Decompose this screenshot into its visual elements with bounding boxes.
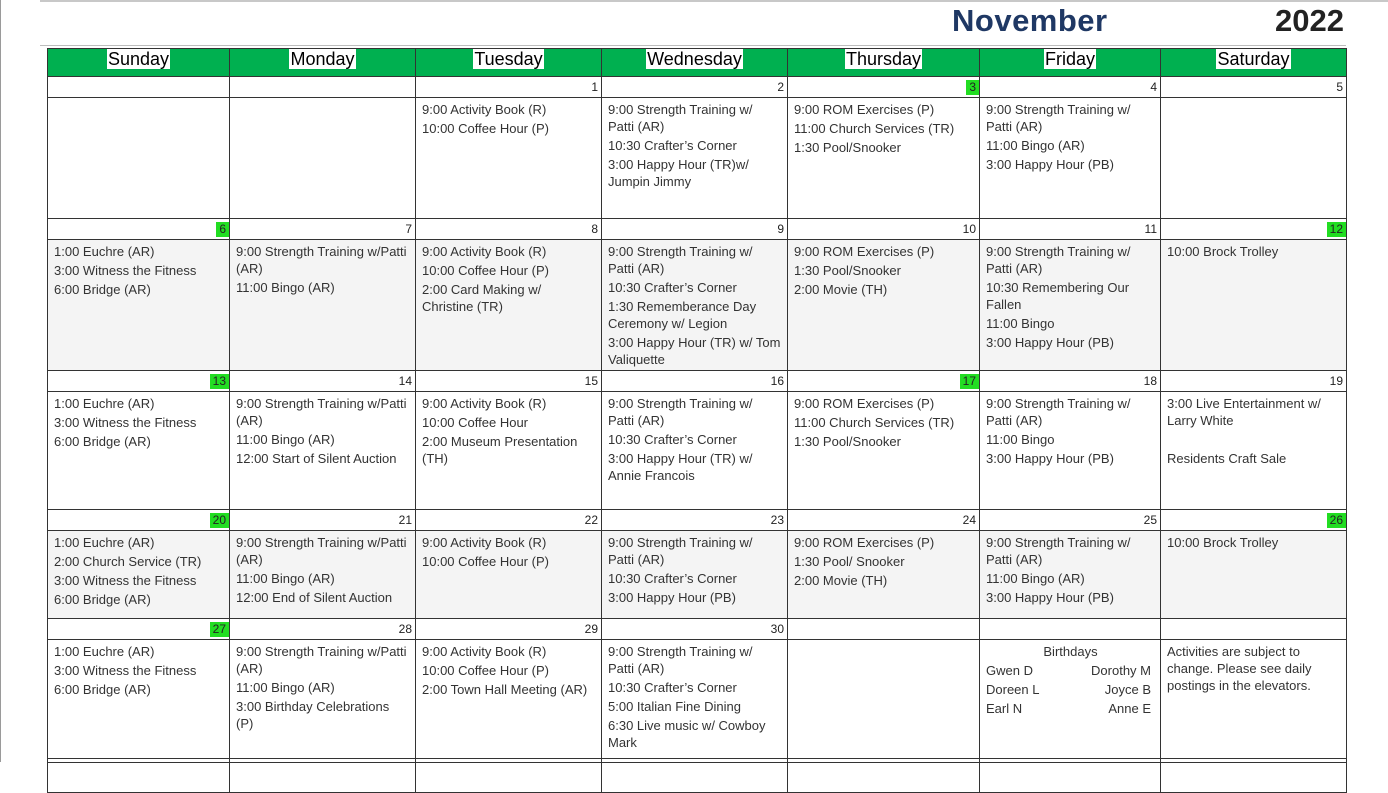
date-number-cell xyxy=(416,77,602,98)
date-number: 10 xyxy=(962,221,976,236)
activity-entry: 9:00 Strength Training w/Patti (AR) xyxy=(236,396,407,428)
activity-entry: 9:00 ROM Exercises (P) xyxy=(794,244,935,259)
date-number-cell xyxy=(980,619,1161,640)
day-activity-cell xyxy=(416,392,602,510)
date-number-cell xyxy=(602,510,788,531)
activity-entry: 11:00 Bingo (AR) xyxy=(986,138,1085,153)
birthday-name: Anne E xyxy=(1108,701,1151,716)
activity-entry: 2:00 Card Making w/ Christine (TR) xyxy=(422,282,542,314)
day-activity-cell xyxy=(48,640,230,763)
day-activity-cell xyxy=(788,531,980,619)
date-number-cell xyxy=(788,219,980,240)
empty-cell xyxy=(1161,763,1347,793)
day-activity-cell xyxy=(48,392,230,510)
day-activity-cell xyxy=(230,98,416,219)
date-number-cell xyxy=(48,619,230,640)
day-activity-cell xyxy=(416,531,602,619)
activity-entry: 11:00 Bingo (AR) xyxy=(236,432,335,447)
activity-entry: 9:00 Strength Training w/Patti (AR) xyxy=(236,644,407,676)
day-activity-cell xyxy=(980,640,1161,763)
activity-entry: 6:00 Bridge (AR) xyxy=(54,434,151,449)
weekday-friday: Friday xyxy=(980,49,1161,77)
date-number-cell xyxy=(788,371,980,392)
day-activity-cell xyxy=(602,392,788,510)
activity-entry: 2:00 Church Service (TR) xyxy=(54,554,202,569)
activity-entry: 3:00 Witness the Fitness xyxy=(54,263,197,278)
activity-entry: 10:00 Brock Trolley xyxy=(1167,244,1279,259)
activity-entry: 1:30 Pool/Snooker xyxy=(794,263,901,278)
week-4-activity-row xyxy=(48,531,1347,619)
activity-entry: 1:00 Euchre (AR) xyxy=(54,644,155,659)
date-number-cell xyxy=(230,371,416,392)
week-1-date-row xyxy=(48,77,1347,98)
empty-cell xyxy=(788,763,980,793)
activity-entry: 9:00 Strength Training w/ Patti (AR) xyxy=(986,396,1131,428)
activity-entry: 2:00 Movie (TH) xyxy=(794,282,888,297)
activity-entry: 10:00 Coffee Hour (P) xyxy=(422,263,549,278)
week-1-activity-row xyxy=(48,98,1347,219)
empty-cell xyxy=(602,763,788,793)
activity-entry: 10:00 Coffee Hour (P) xyxy=(422,121,549,136)
date-number: 14 xyxy=(398,373,412,388)
weekday-saturday: Saturday xyxy=(1161,49,1347,77)
week-2-activity-row xyxy=(48,240,1347,371)
date-number: 30 xyxy=(770,621,784,636)
date-number: 12 xyxy=(1327,222,1346,237)
empty-cell xyxy=(48,763,230,793)
date-number-cell xyxy=(416,510,602,531)
date-number: 22 xyxy=(584,512,598,527)
activity-entry: 3:00 Happy Hour (PB) xyxy=(986,451,1114,466)
date-number: 25 xyxy=(1143,512,1157,527)
day-activity-cell xyxy=(1161,98,1347,219)
day-activity-cell xyxy=(230,531,416,619)
activity-entry: 11:00 Bingo (AR) xyxy=(236,280,335,295)
birthday-row xyxy=(986,681,1155,698)
day-activity-cell xyxy=(980,98,1161,219)
date-number: 4 xyxy=(1150,79,1157,94)
date-number: 23 xyxy=(770,512,784,527)
day-activity-cell xyxy=(602,98,788,219)
day-activity-cell xyxy=(48,98,230,219)
day-activity-cell xyxy=(788,240,980,371)
activity-entry: 10:00 Coffee Hour (P) xyxy=(422,663,549,678)
activity-entry: 10:30 Remembering Our Fallen xyxy=(986,280,1130,312)
activity-entry: 6:30 Live music w/ Cowboy Mark xyxy=(608,718,766,750)
day-activity-cell xyxy=(788,392,980,510)
date-number: 3 xyxy=(966,80,979,95)
activity-entry: 9:00 Activity Book (R) xyxy=(422,644,547,659)
activity-entry: 9:00 Strength Training w/ Patti (AR) xyxy=(986,244,1131,276)
date-number-cell xyxy=(1161,619,1347,640)
date-number-cell xyxy=(980,371,1161,392)
birthday-name: Doreen L xyxy=(986,682,1040,697)
activity-entry: 1:00 Euchre (AR) xyxy=(54,244,155,259)
week-5-date-row xyxy=(48,619,1347,640)
date-number: 8 xyxy=(591,221,598,236)
activity-entry: 3:00 Live Entertainment w/ Larry White xyxy=(1167,396,1321,428)
activity-entry: 1:30 Rememberance Day Ceremony w/ Legion xyxy=(608,299,757,331)
day-activity-cell xyxy=(788,640,980,763)
day-activity-cell xyxy=(602,240,788,371)
activity-entry: 2:00 Museum Presentation (TH) xyxy=(422,434,578,466)
weekday-thursday: Thursday xyxy=(788,49,980,77)
title-divider xyxy=(40,45,1346,46)
activity-entry: 3:00 Witness the Fitness xyxy=(54,663,197,678)
activity-entry: 9:00 Strength Training w/Patti (AR) xyxy=(236,535,407,567)
activity-entry: 11:00 Bingo (AR) xyxy=(236,571,335,586)
date-number-cell xyxy=(416,219,602,240)
date-number-cell xyxy=(1161,77,1347,98)
date-number-cell xyxy=(602,619,788,640)
day-activity-cell xyxy=(230,240,416,371)
activity-entry: 9:00 Activity Book (R) xyxy=(422,244,547,259)
date-number-cell xyxy=(980,219,1161,240)
date-number-cell xyxy=(48,371,230,392)
activity-entry: 2:00 Town Hall Meeting (AR) xyxy=(422,682,588,697)
bottom-border xyxy=(47,758,1346,759)
activity-entry: 3:00 Happy Hour (PB) xyxy=(608,590,736,605)
date-number-cell xyxy=(980,77,1161,98)
week-3-activity-row xyxy=(48,392,1347,510)
activity-entry: 11:00 Church Services (TR) xyxy=(794,121,955,136)
date-number-cell xyxy=(1161,510,1347,531)
day-activity-cell xyxy=(416,240,602,371)
date-number-cell xyxy=(230,219,416,240)
week-2-date-row xyxy=(48,219,1347,240)
activity-entry: 11:00 Church Services (TR) xyxy=(794,415,955,430)
day-activity-cell xyxy=(602,531,788,619)
activity-entry: 9:00 Activity Book (R) xyxy=(422,535,547,550)
date-number-cell xyxy=(788,77,980,98)
empty-cell xyxy=(980,763,1161,793)
activity-entry: 9:00 Strength Training w/ Patti (AR) xyxy=(986,102,1131,134)
activity-entry: Residents Craft Sale xyxy=(1167,451,1287,466)
activity-entry: 9:00 Strength Training w/ Patti (AR) xyxy=(608,396,753,428)
day-activity-cell xyxy=(980,531,1161,619)
trailing-empty-row xyxy=(48,763,1347,793)
date-number-cell xyxy=(230,619,416,640)
date-number-cell xyxy=(230,77,416,98)
activity-entry: 10:00 Coffee Hour (P) xyxy=(422,554,549,569)
activity-entry: 3:00 Birthday Celebrations (P) xyxy=(236,699,390,731)
day-activity-cell xyxy=(980,392,1161,510)
activity-entry: 9:00 Strength Training w/Patti (AR) xyxy=(236,244,407,276)
window-top-border xyxy=(40,0,1388,2)
empty-cell xyxy=(230,763,416,793)
weekday-wednesday: Wednesday xyxy=(602,49,788,77)
date-number-cell xyxy=(48,77,230,98)
date-number-cell xyxy=(48,510,230,531)
activity-entry: 9:00 ROM Exercises (P) xyxy=(794,535,935,550)
date-number: 21 xyxy=(398,512,412,527)
birthday-name: Joyce B xyxy=(1104,682,1151,697)
activity-entry: 9:00 Strength Training w/ Patti (AR) xyxy=(608,102,753,134)
date-number-cell xyxy=(416,371,602,392)
day-activity-cell xyxy=(48,531,230,619)
date-number-cell xyxy=(602,219,788,240)
activity-entry: 11:00 Bingo xyxy=(986,432,1055,447)
activity-entry: 10:30 Crafter’s Corner xyxy=(608,571,737,586)
activity-entry: 1:30 Pool/Snooker xyxy=(794,434,901,449)
activity-entry: 9:00 Strength Training w/ Patti (AR) xyxy=(986,535,1131,567)
activity-entry: 3:00 Happy Hour (TR)w/ Jumpin Jimmy xyxy=(608,157,749,189)
day-activity-cell xyxy=(416,640,602,763)
date-number-cell xyxy=(416,619,602,640)
date-number-cell xyxy=(602,77,788,98)
activity-entry: 6:00 Bridge (AR) xyxy=(54,282,151,297)
date-number: 2 xyxy=(777,79,784,94)
date-number: 27 xyxy=(210,622,229,637)
date-number: 28 xyxy=(398,621,412,636)
date-number: 5 xyxy=(1336,79,1343,94)
day-activity-cell xyxy=(1161,240,1347,371)
date-number-cell xyxy=(1161,371,1347,392)
activity-entry: 10:30 Crafter’s Corner xyxy=(608,138,737,153)
activity-entry: 10:30 Crafter’s Corner xyxy=(608,432,737,447)
day-activity-cell xyxy=(1161,640,1347,763)
schedule-disclaimer: Activities are subject to change. Please see daily postings in the elevators. xyxy=(1167,644,1312,693)
activity-entry: 3:00 Happy Hour (TR) w/ Tom Valiquette xyxy=(608,335,781,367)
activity-entry: 11:00 Bingo (AR) xyxy=(986,571,1085,586)
activity-entry: 9:00 Strength Training w/ Patti (AR) xyxy=(608,535,753,567)
activity-entry: 5:00 Italian Fine Dining xyxy=(608,699,741,714)
birthday-row xyxy=(986,700,1155,717)
day-activity-cell xyxy=(980,240,1161,371)
activity-entry: 9:00 ROM Exercises (P) xyxy=(794,396,935,411)
activity-entry: 10:00 Coffee Hour xyxy=(422,415,528,430)
weekday-sunday: Sunday xyxy=(48,49,230,77)
day-activity-cell xyxy=(230,392,416,510)
birthdays-title: Birthdays xyxy=(1043,644,1098,659)
date-number: 11 xyxy=(1144,221,1157,236)
date-number: 6 xyxy=(216,222,229,237)
activity-entry: 6:00 Bridge (AR) xyxy=(54,592,151,607)
day-activity-cell xyxy=(48,240,230,371)
week-5-activity-row xyxy=(48,640,1347,763)
activity-entry: 9:00 ROM Exercises (P) xyxy=(794,102,935,117)
date-number: 1 xyxy=(591,79,598,94)
empty-cell xyxy=(416,763,602,793)
activity-entry: 3:00 Witness the Fitness xyxy=(54,415,197,430)
activity-entry: 3:00 Happy Hour (PB) xyxy=(986,590,1114,605)
activity-entry: 9:00 Strength Training w/ Patti (AR) xyxy=(608,244,753,276)
date-number: 13 xyxy=(210,374,229,389)
week-4-date-row xyxy=(48,510,1347,531)
date-number: 17 xyxy=(960,374,979,389)
date-number: 18 xyxy=(1143,373,1157,388)
activity-entry: 1:30 Pool/Snooker xyxy=(794,140,901,155)
activity-entry: 2:00 Movie (TH) xyxy=(794,573,888,588)
activity-entry: 1:00 Euchre (AR) xyxy=(54,535,155,550)
weekday-tuesday: Tuesday xyxy=(416,49,602,77)
activity-entry: 9:00 Activity Book (R) xyxy=(422,102,547,117)
date-number-cell xyxy=(602,371,788,392)
activity-entry: 6:00 Bridge (AR) xyxy=(54,682,151,697)
activity-entry: 3:00 Happy Hour (PB) xyxy=(986,335,1114,350)
week-3-date-row xyxy=(48,371,1347,392)
activity-entry: 9:00 Strength Training w/ Patti (AR) xyxy=(608,644,753,676)
date-number-cell xyxy=(788,619,980,640)
day-activity-cell xyxy=(230,640,416,763)
date-number: 15 xyxy=(584,373,598,388)
activity-entry: 1:30 Pool/ Snooker xyxy=(794,554,905,569)
weekday-monday: Monday xyxy=(230,49,416,77)
weekday-header-row xyxy=(48,49,1347,77)
date-number-cell xyxy=(788,510,980,531)
date-number-cell xyxy=(48,219,230,240)
year-title: 2022 xyxy=(1275,3,1344,38)
activity-entry: 3:00 Happy Hour (TR) w/ Annie Francois xyxy=(608,451,753,483)
activity-entry: 9:00 Activity Book (R) xyxy=(422,396,547,411)
activity-entry xyxy=(1167,431,1341,450)
birthday-name: Dorothy M xyxy=(1091,663,1151,678)
date-number: 24 xyxy=(962,512,976,527)
activity-entry: 10:00 Brock Trolley xyxy=(1167,535,1279,550)
window-left-border xyxy=(0,0,1,762)
date-number-cell xyxy=(230,510,416,531)
activity-entry: 3:00 Happy Hour (PB) xyxy=(986,157,1114,172)
day-activity-cell xyxy=(1161,531,1347,619)
activity-entry: 10:30 Crafter’s Corner xyxy=(608,680,737,695)
day-activity-cell xyxy=(416,98,602,219)
date-number: 9 xyxy=(777,221,784,236)
activity-entry: 12:00 Start of Silent Auction xyxy=(236,451,397,466)
date-number: 20 xyxy=(210,513,229,528)
activity-entry: 3:00 Witness the Fitness xyxy=(54,573,197,588)
calendar-grid xyxy=(47,48,1347,793)
date-number: 29 xyxy=(584,621,598,636)
date-number-cell xyxy=(980,510,1161,531)
activity-entry: 11:00 Bingo xyxy=(986,316,1055,331)
date-number: 16 xyxy=(770,373,784,388)
activity-entry: 11:00 Bingo (AR) xyxy=(236,680,335,695)
date-number: 7 xyxy=(405,221,412,236)
activity-entry: 12:00 End of Silent Auction xyxy=(236,590,393,605)
activity-entry: 1:00 Euchre (AR) xyxy=(54,396,155,411)
date-number: 19 xyxy=(1329,373,1343,388)
birthday-row xyxy=(986,662,1155,679)
date-number-cell xyxy=(1161,219,1347,240)
month-title: November xyxy=(952,3,1108,38)
date-number: 26 xyxy=(1327,513,1346,528)
day-activity-cell xyxy=(1161,392,1347,510)
day-activity-cell xyxy=(788,98,980,219)
day-activity-cell xyxy=(602,640,788,763)
birthday-name: Earl N xyxy=(986,701,1023,716)
birthday-name: Gwen D xyxy=(986,663,1033,678)
activity-entry: 10:30 Crafter’s Corner xyxy=(608,280,737,295)
